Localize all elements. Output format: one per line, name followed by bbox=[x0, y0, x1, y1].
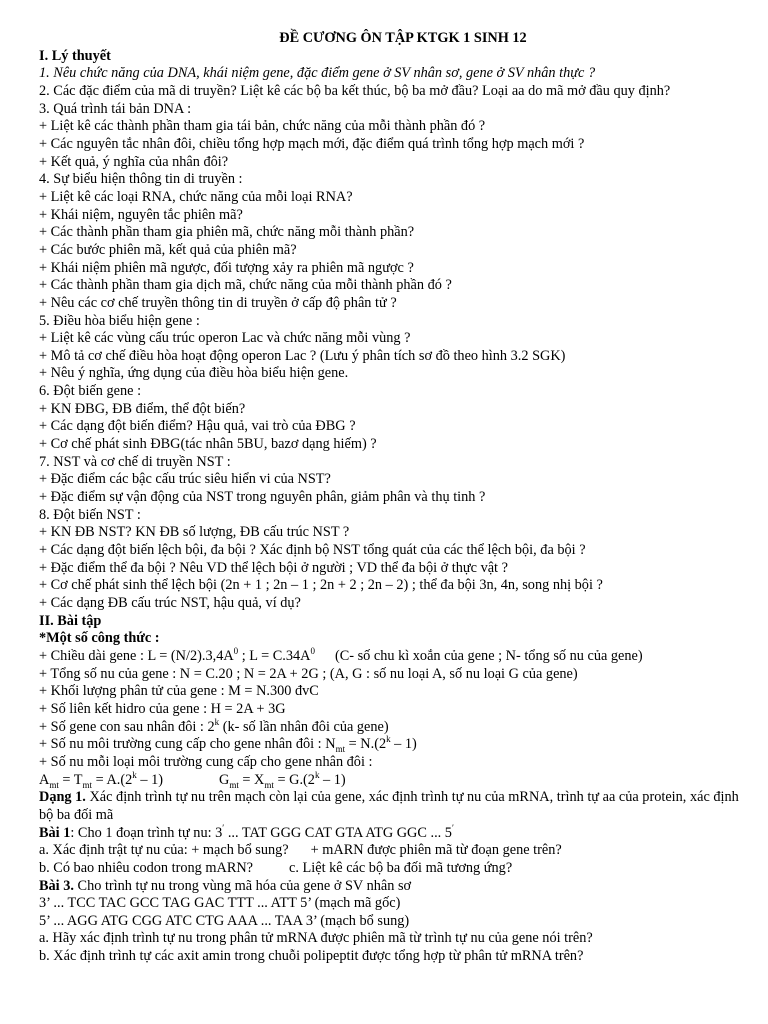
formula-hydrogen-bonds: + Số liên kết hidro của gene : H = 2A + 3G bbox=[39, 700, 286, 717]
section-3-item: + Kết quả, ý nghĩa của nhân đôi? bbox=[39, 153, 229, 170]
section-6-item: + Cơ chế phát sinh ĐBG(tác nhân 5BU, bazơ dạng hiếm) ? bbox=[39, 436, 377, 453]
section-5-title: 5. Điều hòa biểu hiện gene : bbox=[39, 312, 200, 329]
section-4-item: + Khái niệm, nguyên tắc phiên mã? bbox=[39, 206, 243, 223]
section-8-item: + Đặc điểm thể đa bội ? Nêu VD thể lệch bội ở người ; VD thể đa bội ở thực vật ? bbox=[39, 559, 508, 576]
formula-environment-nucleotides: + Số nu môi trường cung cấp cho gene nhân đôi : $N_{mt} = N.(2^k - 1)$ bbox=[39, 734, 417, 755]
formula-molecular-mass: + Khối lượng phân tử của gene : M = N.300 đvC bbox=[39, 683, 319, 700]
theory-question-2: 2. Các đặc điểm của mã di truyền? Liệt kê các bộ ba kết thúc, bộ ba mở đầu? Loại aa do mã mở đầu quy định? bbox=[39, 82, 671, 99]
section-4-title: 4. Sự biểu hiện thông tin di truyền : bbox=[39, 171, 243, 188]
section-4-item: + Các thành phần tham gia dịch mã, chức năng của mỗi thành phần đó ? bbox=[39, 277, 452, 294]
exercise-1-question-a: a. Xác định trật tự nu của: + mạch bổ sung? + mARN được phiên mã từ đoạn gene trên? bbox=[39, 842, 562, 859]
section-4-item: + Các thành phần tham gia phiên mã, chức năng mỗi thành phần? bbox=[39, 224, 415, 241]
theory-heading: I. Lý thuyết bbox=[39, 47, 111, 64]
exercise-3-template-strand: 3’ ... TCC TAC GCC TAG GAC TTT ... ATT 5’ (mạch mã gốc) bbox=[39, 895, 401, 912]
section-8-title: 8. Đột biến NST : bbox=[39, 506, 141, 523]
section-4-item: + Các bước phiên mã, kết quả của phiên mã? bbox=[39, 241, 297, 258]
exercise-1-prompt: Bài 1: Cho 1 đoạn trình tự nu: 3′ ... TAT GGG CAT GTA ATG GGC ... 5′ bbox=[39, 822, 454, 841]
formulas-heading: *Một số công thức : bbox=[39, 630, 160, 647]
exercise-type-1: Dạng 1. Xác định trình tự nu trên mạch còn lại của gene, xác định trình tự nu của mRNA, trình tự aa của protein, xác định bộ ba đối mã bbox=[39, 789, 739, 823]
exercise-3-coding-strand: 5’ ... AGG ATG CGG ATC CTG AAA ... TAA 3’ (mạch bổ sung) bbox=[39, 912, 410, 929]
exercise-3-question-b: b. Xác định trình tự các axit amin trong chuỗi polipeptit được tổng hợp từ phân tử mRNA trên? bbox=[39, 948, 584, 965]
formula-gene-length: + Chiều dài gene : $L = (N/2).3,4A^0$ ; $L = C.34A^0$ (C- số chu kì xoắn của gene ; N- tổng số nu của gene) bbox=[39, 646, 643, 664]
section-5-item: + Mô tả cơ chế điều hòa hoạt động operon Lac ? (Lưu ý phân tích sơ đồ theo hình 3.2 SGK) bbox=[39, 347, 566, 364]
section-8-item: + Cơ chế phát sinh thể lệch bội (2n + 1 ; 2n – 1 ; 2n + 2 ; 2n – 2) ; thể đa bội 3n, 4n, song nhị bội ? bbox=[39, 577, 603, 594]
exercise-3-question-a: a. Hãy xác định trình tự nu trong phân tử mRNA được phiên mã từ trình tự nu của gene nói trên? bbox=[39, 930, 593, 947]
formula-total-nucleotides: + Tổng số nu của gene : N = C.20 ; N = 2A + 2G ; (A, G : số nu loại A, số nu loại G của gene) bbox=[39, 665, 578, 682]
section-4-item: + Liệt kê các loại RNA, chức năng của mỗi loại RNA? bbox=[39, 188, 353, 205]
section-3-title: 3. Quá trình tái bản DNA : bbox=[39, 100, 192, 117]
section-5-item: + Liệt kê các vùng cấu trúc operon Lac và chức năng mỗi vùng ? bbox=[39, 330, 411, 347]
section-8-item: + KN ĐB NST? KN ĐB số lượng, ĐB cấu trúc NST ? bbox=[39, 524, 350, 541]
formula-each-type: $A_{mt} = T_{mt} = A.(2^k - 1) G_{mt} = X_{mt} = G.(2^k - 1)$ bbox=[39, 769, 346, 790]
theory-question-1: 1. Nêu chức năng của DNA, khái niệm gene, đặc điểm gene ở SV nhân sơ, gene ở SV nhân thực ? bbox=[39, 65, 596, 82]
section-3-item: + Các nguyên tắc nhân đôi, chiều tổng hợp mạch mới, đặc điểm quá trình tổng hợp mạch mới ? bbox=[39, 135, 585, 152]
exercise-3-prompt: Bài 3. Cho trình tự nu trong vùng mã hóa của gene ở SV nhân sơ bbox=[39, 877, 412, 894]
section-7-item: + Đặc điểm các bậc cấu trúc siêu hiển vi của NST? bbox=[39, 471, 331, 488]
exercise-1-question-bc: b. Có bao nhiêu codon trong mARN? c. Liệt kê các bộ ba đối mã tương ứng? bbox=[39, 859, 513, 876]
section-4-item: + Nêu các cơ chế truyền thông tin di truyền ở cấp độ phân tử ? bbox=[39, 294, 397, 311]
document-title: ĐỀ CƯƠNG ÔN TẬP KTGK 1 SINH 12 bbox=[279, 30, 527, 46]
formula-daughter-genes: + Số gene con sau nhân đôi : 2$^k$ (k- số lần nhân đôi của gene) bbox=[39, 716, 389, 735]
document-page bbox=[39, 30, 739, 966]
section-7-item: + Đặc điểm sự vận động của NST trong nguyên phân, giảm phân và thụ tinh ? bbox=[39, 489, 486, 506]
exercises-heading: II. Bài tập bbox=[39, 612, 102, 629]
formula-each-type-label: + Số nu mỗi loại môi trường cung cấp cho gene nhân đôi : bbox=[39, 753, 373, 770]
section-6-item: + Các dạng đột biến điểm? Hậu quả, vai trò của ĐBG ? bbox=[39, 418, 356, 435]
section-6-item: + KN ĐBG, ĐB điểm, thể đột biến? bbox=[39, 400, 246, 417]
section-8-item: + Các dạng đột biến lệch bội, đa bội ? Xác định bộ NST tổng quát của các thể lệch bội, đa bội ? bbox=[39, 542, 586, 559]
section-5-item: + Nêu ý nghĩa, ứng dụng của điều hòa biểu hiện gene. bbox=[39, 365, 349, 382]
section-7-title: 7. NST và cơ chế di truyền NST : bbox=[39, 453, 231, 470]
section-3-item: + Liệt kê các thành phần tham gia tái bản, chức năng của mỗi thành phần đó ? bbox=[39, 118, 486, 135]
section-6-title: 6. Đột biến gene : bbox=[39, 383, 142, 400]
section-8-item: + Các dạng ĐB cấu trúc NST, hậu quả, ví dụ? bbox=[39, 595, 301, 611]
section-4-item: + Khái niệm phiên mã ngược, đối tượng xảy ra phiên mã ngược ? bbox=[39, 259, 414, 276]
